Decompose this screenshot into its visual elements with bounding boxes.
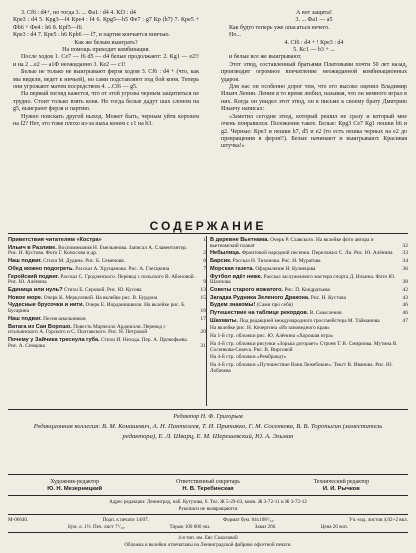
chess-paragraph: 5. Кс1 — b3 + ... — [293, 47, 335, 54]
entry-description: Рис. П. Кондратьева — [284, 287, 330, 294]
entry-description: На вклейке рис. Н. Кочергина «Из заповедного края» — [210, 325, 330, 332]
chess-paragraph: Нужно поискать другой выход. Может быть, черным уйти королем на f2? Нет, это тоже плохо из-за шаха конем с c1 на b3. — [13, 113, 199, 128]
entry-page-number: 2 — [203, 250, 206, 257]
cover-note: Обложка и вклейки отпечатаны на Ленинградской фабрике офсетной печати. — [124, 542, 292, 548]
entry-description: В. Смысленов — [309, 310, 342, 317]
entry-page-number: 32 — [402, 242, 408, 249]
staff-roles — [8, 479, 408, 486]
entry-text — [8, 338, 196, 350]
contents-entry — [210, 326, 408, 332]
entry-heading: Морская газета. — [210, 265, 254, 272]
entry-description: На 4-й стр. обложки рисунки «Зорька догорает» Строев Т. В. Смирнова. Мутина В. Сосенкова-Ceaeva. Рис. В. Вирсовой — [210, 340, 398, 353]
factory-line: 4-я тип. им. Евг. Соколовой — [178, 535, 238, 541]
entry-heading: Путешествие на таблице рекордов. — [210, 310, 309, 317]
entry-text — [8, 275, 196, 287]
entry-description: (Сами про себя) — [256, 302, 293, 309]
chess-column-left — [13, 10, 199, 129]
staff-name: И. И. Рычков — [322, 485, 360, 492]
entry-text — [210, 355, 398, 361]
entry-description: На 4-й стр. обложки «Рембрандт» — [210, 354, 287, 361]
entry-heading: Барсик. — [210, 258, 232, 265]
entry-text — [210, 334, 398, 340]
entry-heading: Приветствия читателям «Костра» — [8, 237, 102, 243]
entry-text — [8, 303, 196, 315]
staff-names — [8, 486, 408, 493]
chess-paragraph: Кре3 : d4 5. Крg3—f4 Кре4 : f4 6. Крg5—h5 Фе7 : g7 Кр (h7) 7. Кре5 + Фb6 + Фe4 : h6 8. Крf5—f6 — [13, 17, 199, 31]
contents-entry — [210, 303, 408, 309]
printing-item: Подп. к печати 14/07. — [102, 517, 149, 523]
entry-description: Очерк К. Меркулевой. На вклейке рис. В. Бурдона — [43, 294, 158, 301]
entry-description: Рис. Н. Кустова — [310, 294, 346, 301]
column-divider — [206, 236, 207, 406]
entry-heading: Геройский подвиг. — [8, 273, 60, 280]
entry-description: Стихи Е. Серовой. Рис. Ю. Кусова — [63, 287, 142, 294]
chess-paragraph: Белые не только не выигрывают ферзя ходом 3. Сf6 : d4 + (что, как мы видели, ведет к ничьей), но сами подставляют под бой коня. Теперь они угрожают матом посредством 4. ...Сf6 — g5. — [13, 69, 199, 91]
contents-column-left — [8, 238, 206, 352]
entry-description: На 1-й стр. обложки рис. Ю. Алёнина «Хорошая игра» — [210, 333, 334, 340]
entry-page-number: 46 — [402, 302, 408, 309]
entry-text — [8, 246, 196, 258]
chess-paragraph: Кре3 : d4 7. Кре5 : h6 Крb6 — f7, и партия кончается вничью. — [13, 32, 171, 39]
contents-entry — [8, 303, 206, 315]
contents-entry — [8, 325, 206, 337]
entry-page-number: 34 — [402, 258, 408, 265]
contents-entry — [210, 334, 408, 340]
staff-role: Технический редактор — [313, 479, 370, 485]
entry-page-number: 13 — [200, 287, 206, 294]
contents-entry — [210, 251, 408, 257]
chess-paragraph: «Заметил сегодня этюд, который решил не сразу и который мне очень понравился. Положение такое. Белые: Крg3 Се7 Кg1 пешки h6 и g2. Черные: Кре3 и пешки h7, d5 и e2 (то есть пешка черных на e2 до превращения в ферзя!!). Белые начинают и выигрывают. Красивая штучка!» — [221, 113, 407, 150]
entry-text — [8, 259, 196, 265]
staff-name: Н. В. Теребинская — [182, 485, 234, 492]
entry-description: Очерк Р. Славского. На вклейке фото автора и вьетнамский плакат — [210, 237, 374, 249]
contents-entry — [210, 311, 408, 317]
entry-heading: Небылица. — [210, 250, 241, 257]
printing-item: М-06640. — [8, 517, 29, 523]
contents-entry — [210, 363, 408, 375]
divider — [8, 409, 408, 410]
entry-heading: Советы старого вожатого. — [210, 287, 284, 294]
entry-description: Рассказ С. Гродзенского. Перевод с польского В. Абоновой. Рис. Ю. Алёнина — [8, 273, 195, 286]
contents-entry — [8, 267, 206, 273]
printing-item: Уч.-изд. листов 4,02+2 вкл. — [348, 517, 408, 523]
entry-heading: Единица или нуль? — [8, 287, 63, 294]
contents-entry — [8, 246, 206, 258]
divider — [8, 233, 408, 234]
chess-paragraph: На помощь приходит комбинация. — [62, 47, 150, 54]
entry-text — [8, 288, 196, 294]
staff-role: Художник-редактор — [50, 479, 100, 485]
entry-description: Фронтовой народной песенки. Переложил С. Ли. Рис. Ю. Алёнина — [241, 250, 393, 257]
contents-column-right — [210, 238, 408, 377]
contents-entry — [210, 259, 408, 265]
entry-text — [210, 251, 398, 257]
divider — [8, 514, 408, 515]
entry-description: Под редакцией международного гроссмейстера М. Таймановa — [239, 317, 380, 324]
chess-paragraph: Этот этюд, составленный братьями Платовыми почти 50 лет назад, производит огромное впечатление неожиданной комбинационных ударов. — [221, 61, 407, 83]
entry-description: Рассказ заслуженного мастера спорта Д. Ильина. Фото Ю. Шалпова — [210, 273, 396, 286]
chess-paragraph: После ходов 1. Се7 — f6 d5 — d4 белые продолжают: 2. Кg1 — e2!! и на 2 ...e2 — a1Ф неожиданно 3. Кe2 — c1! — [13, 54, 199, 68]
contents-entry — [8, 317, 206, 323]
printing-item: Заказ 266. — [254, 524, 277, 530]
entry-text — [210, 275, 398, 287]
contents-title: СОДЕРЖАНИЕ — [149, 219, 267, 233]
chess-paragraph: 3. Сf6 : d4+, но тогда 3. ... Фа1 : d4 4. Кf3 : d4 — [21, 10, 136, 16]
chess-paragraph: Как же белым выиграть? — [74, 39, 138, 46]
entry-page-number: 38 — [402, 279, 408, 286]
entry-text — [8, 267, 196, 273]
entry-text — [8, 296, 196, 302]
entry-text — [210, 259, 398, 265]
entry-page-number: 31 — [200, 342, 206, 349]
entry-text — [210, 319, 398, 325]
entry-heading: Чудесные брусочки и нити. — [8, 302, 85, 309]
entry-text — [210, 303, 398, 309]
entry-text — [210, 326, 398, 332]
entry-heading: Загадка Рудника Зеленого Дракона. — [210, 294, 310, 301]
entry-page-number: 9 — [203, 279, 206, 286]
entry-heading: Наш подвиг. — [8, 315, 42, 322]
entry-description: Стихи М. Дудина. Рис. Б. Семенова. — [43, 258, 125, 265]
entry-description: Повесть Марчелло Арджилли. Перевод с итальянского А. Горского и С. Полтавского. Рис. Н. Петровой — [8, 323, 166, 336]
chess-paragraph: На первый взгляд кажется, что от этой угрозы черным защититься не трудно. Стоит только взять коня. Но тогда белые дадут шах слоном на g5, выиграют ферзя и партию. — [13, 91, 199, 113]
entry-text — [210, 296, 398, 302]
entry-text — [8, 238, 196, 244]
contents-entry — [210, 238, 408, 250]
entry-page-number: 42 — [402, 287, 408, 294]
entry-description: Стихи И. Нехода. Пер. А. Прокофьева. Рис. А. Семцова — [8, 337, 188, 349]
entry-heading: Футбол идёт ниже. — [210, 273, 263, 280]
chess-column-right — [221, 10, 407, 151]
chess-paragraph: А вот защита! — [296, 10, 332, 16]
contents-entry — [8, 288, 206, 294]
contents-entry — [8, 338, 206, 350]
entry-page-number: 15 — [200, 294, 206, 301]
entry-page-number: 33 — [402, 250, 408, 257]
divider — [8, 532, 408, 533]
entry-text — [210, 238, 398, 250]
entry-text — [210, 363, 398, 375]
contents-entry — [210, 342, 408, 354]
entry-heading: Наш подвиг. — [8, 258, 42, 265]
entry-text — [210, 311, 398, 317]
divider — [8, 474, 408, 475]
contents-entry — [8, 259, 206, 265]
staff-block — [8, 479, 408, 492]
printing-item: Цена 20 коп. — [320, 524, 348, 530]
entry-text — [210, 342, 398, 354]
entry-heading: Шахматы. — [210, 317, 239, 324]
entry-text — [210, 267, 398, 273]
editorial-board: Редакционная коллегия: В. М. Конашевич, А. Н. Пантелеев, Т. И. Притакко, Г. М. Сосенкова, В. В. Торопыгин (заместитель редактора), Е. Л. Шварц, Е. М. Шерешевский, Ю. А. Эльман — [33, 423, 383, 440]
entry-heading: Ильич в Разливе. — [8, 244, 57, 251]
contents-entry — [210, 296, 408, 302]
entry-page-number: 43 — [402, 294, 408, 301]
contents-entry — [210, 355, 408, 361]
entry-description: Оформление Н. Кузнецова — [255, 265, 316, 272]
printing-item: Формат бум. 84х108¹/₁₆. — [223, 517, 275, 523]
entry-heading: Ватага из Сан Ворошо. — [8, 323, 72, 330]
entry-heading: Новое море. — [8, 294, 43, 301]
chess-paragraph: Для нас он особенно дорог тем, что его высоко оценил Владимир Ильич Ленин. Ленин в то время любил, называя, что он немного играл в них. Когда он увидел этот этюд, он в письме к своему брату Дмитрию Ильичу написал: — [221, 84, 407, 113]
entry-heading: Почему у Зайчика треснула губа. — [8, 337, 100, 344]
entry-page-number: 1 — [203, 237, 206, 243]
contents-entry — [8, 296, 206, 302]
contents-entry — [8, 275, 206, 287]
entry-page-number: 16 — [200, 308, 206, 315]
chess-paragraph: 3. ... Фа1 — a5 — [295, 17, 333, 24]
chess-paragraph: Но... — [229, 32, 241, 39]
entry-description: Очерк Е. Иорданишвили. На вклейке рис. Б. Бусарина — [8, 302, 186, 315]
divider — [8, 495, 408, 496]
entry-page-number: 47 — [402, 317, 408, 324]
staff-name: Ю. Н. Мезерницкий — [47, 485, 103, 492]
entry-text — [210, 288, 398, 294]
staff-role: Ответственный секретарь — [176, 479, 240, 485]
entry-page-number: 7 — [203, 265, 206, 272]
printing-item: Бум. л. 1½. Печ. лист 7¹/₁₆. — [68, 524, 126, 530]
contents-entry — [210, 288, 408, 294]
chess-paragraph: Как будто теперь уже опасаться нечего. — [229, 24, 330, 31]
entry-page-number: 6 — [203, 258, 206, 265]
entry-text — [8, 317, 196, 323]
entry-heading: Будем знакомы! — [210, 302, 256, 309]
entry-description: Рассказ Н. Тихонова. Рис. Н. Муратова — [232, 258, 321, 265]
entry-description: Песня школьников — [43, 315, 86, 322]
printing-row-2 — [8, 524, 408, 530]
entry-page-number: 36 — [402, 265, 408, 272]
contents-entry — [210, 275, 408, 287]
entry-description: Воспоминания Н. Емельянова. Записал А. Славентантор. Рис. Н. Кустова. Фото Г. Копосова и др. — [8, 244, 188, 257]
entry-description: На 4-й стр. обложки «Путешествие Ваня Лежебокие». Текст В. Ивановa. Рис. Ю. Лобачева — [210, 362, 393, 374]
address-line: Адрес редакции: Ленинград, наб. Кутузова, 6. Тел. Ж 5-29-63, комн. Ж 3-72-11 и Ж 3-72-12 — [109, 499, 307, 505]
entry-text — [8, 325, 196, 337]
chess-paragraph: и белые все же выигрывают. — [229, 54, 302, 61]
editor-line: Редактор Н. Ф. Григорьев — [173, 413, 243, 420]
entry-description: Рассказ А. Хрущанова. Рис. А. Глесцкина — [75, 265, 170, 272]
chess-paragraph: 4. Сf6 : d4 + ! Кре3 : d4 — [284, 39, 344, 46]
entry-page-number: 17 — [200, 315, 206, 322]
entry-page-number: 20 — [200, 329, 206, 336]
contents-entry — [8, 238, 206, 244]
manuscripts-note: Рукописи не возвращаются — [178, 506, 238, 512]
printing-item: Тираж 100 000 экз. — [169, 524, 211, 530]
contents-entry — [210, 267, 408, 273]
printing-row-1 — [8, 517, 408, 523]
entry-heading: Обед можно подогреть. — [8, 265, 74, 272]
entry-page-number: 46 — [402, 310, 408, 317]
contents-entry — [210, 319, 408, 325]
entry-heading: В деревне Вьетнама. — [210, 237, 269, 243]
